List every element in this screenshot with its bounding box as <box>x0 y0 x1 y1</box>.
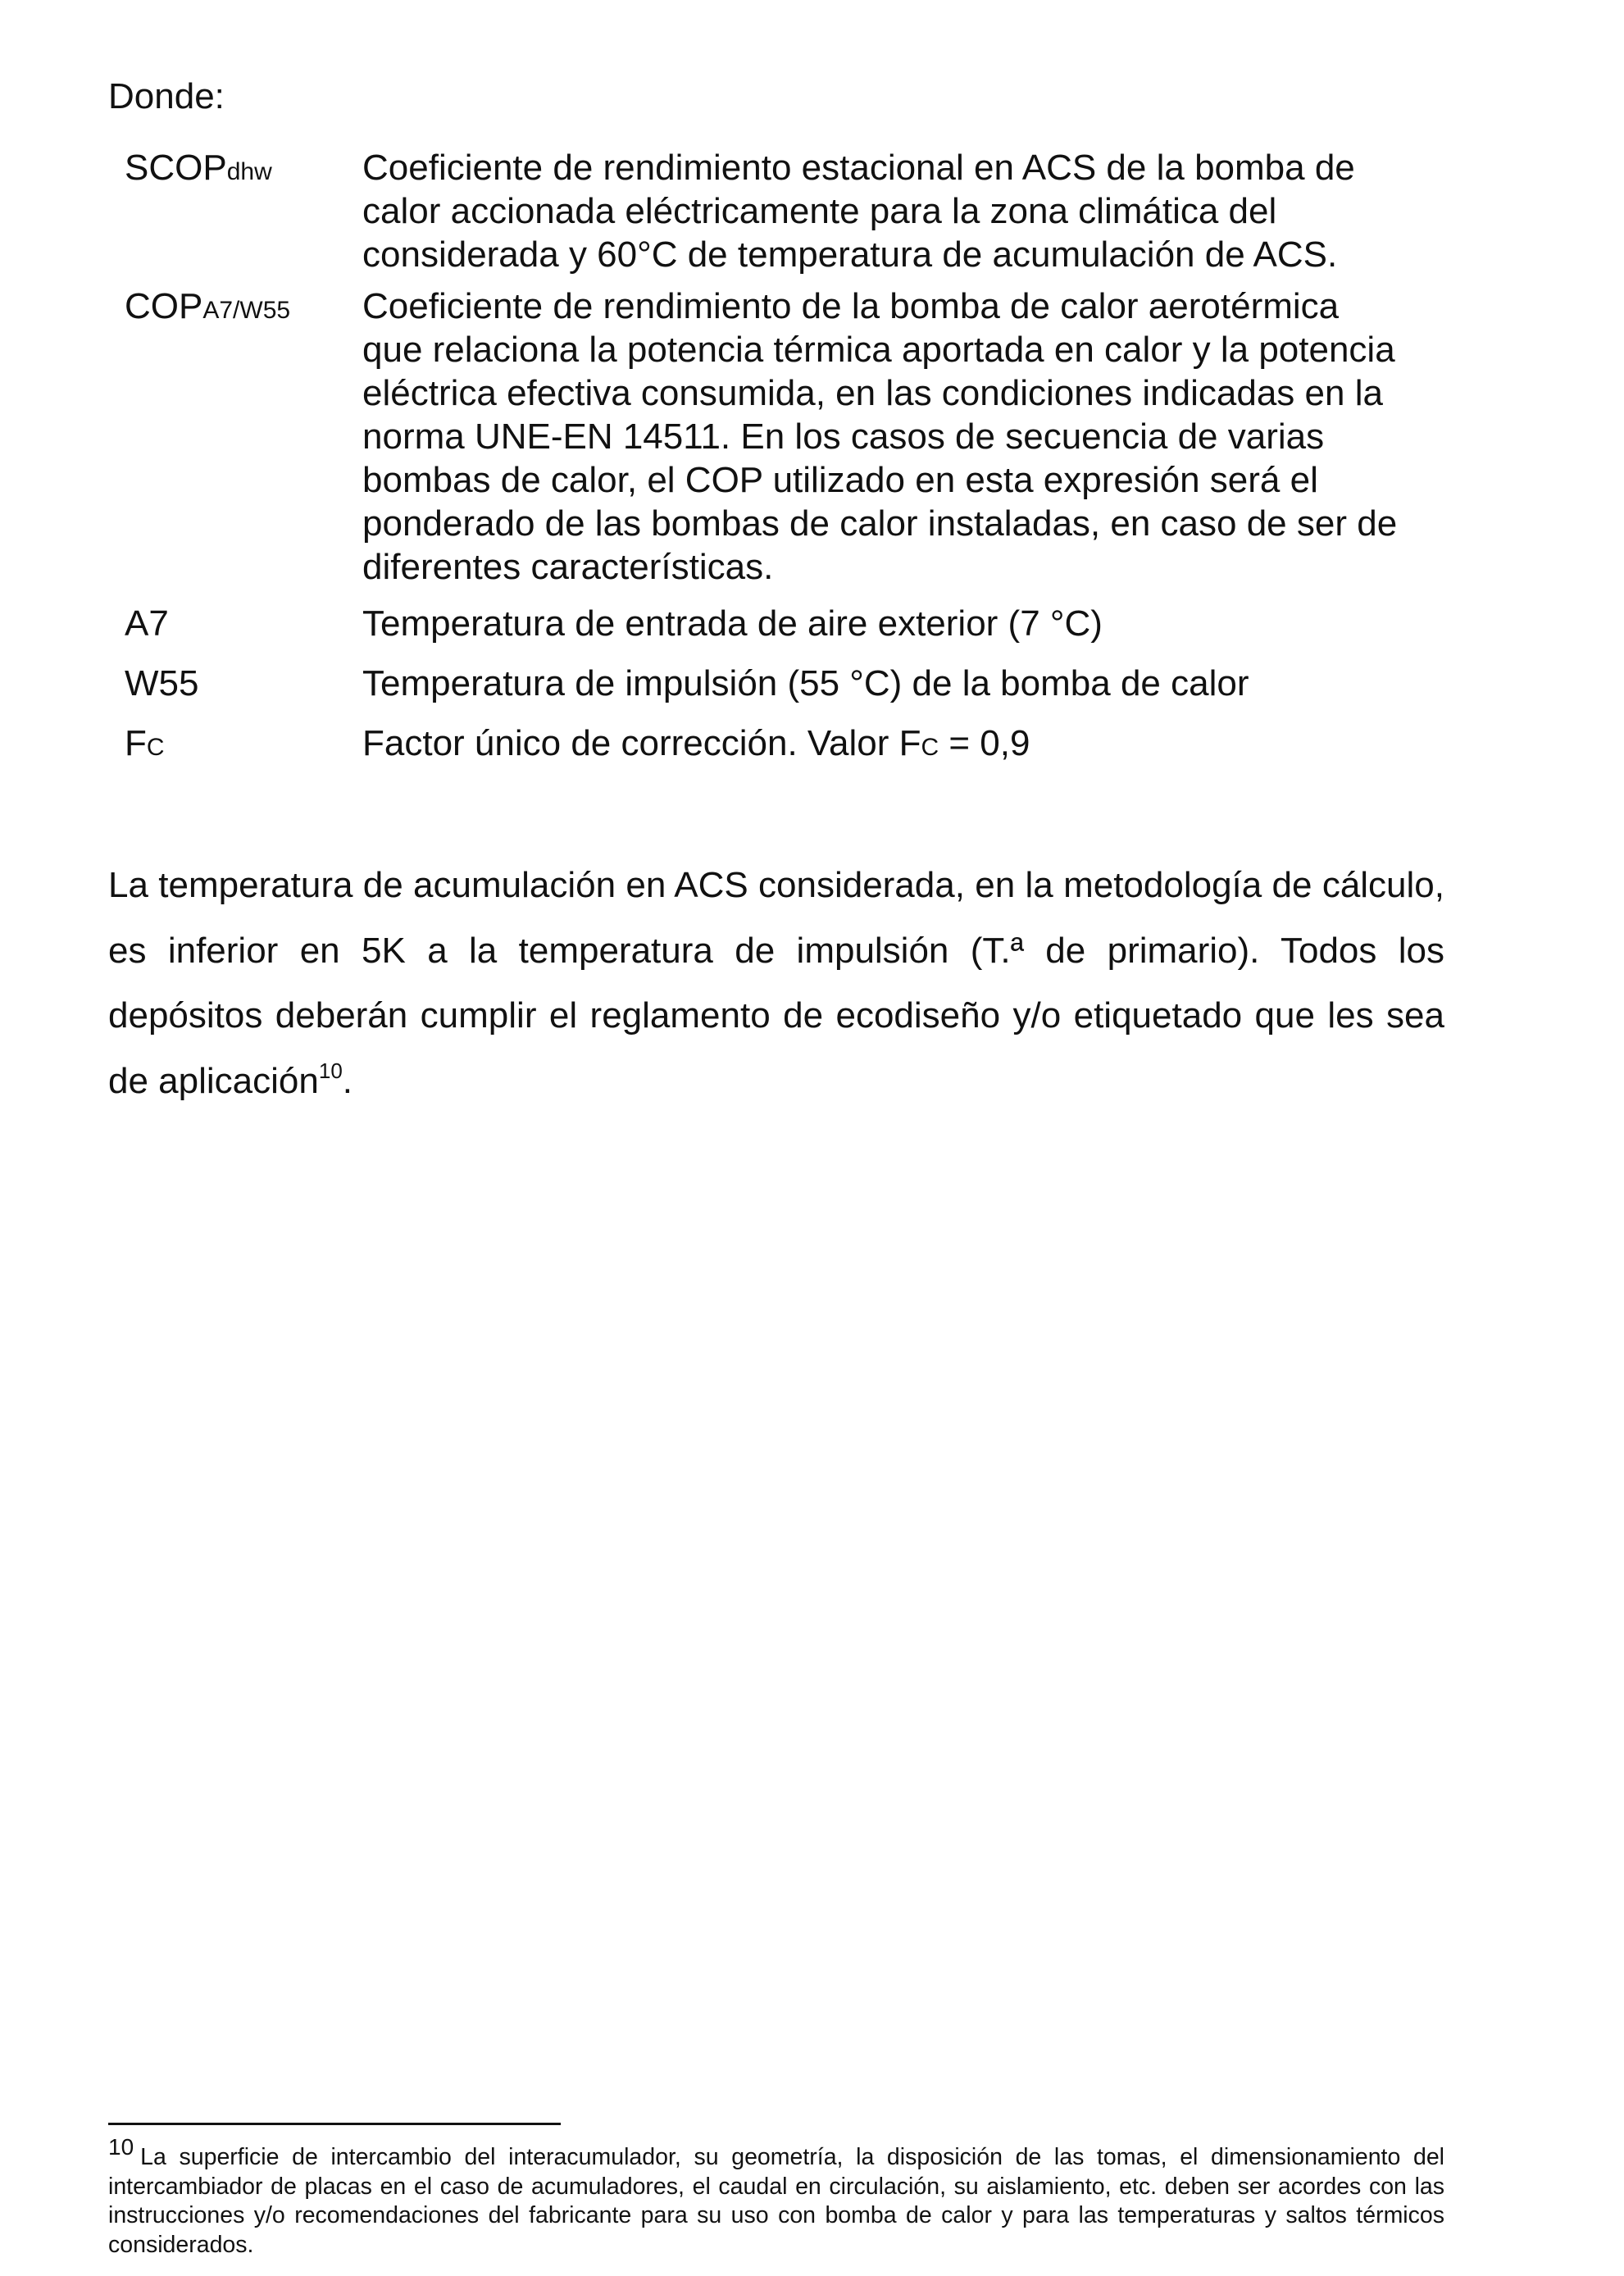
definitions-list <box>125 146 1403 769</box>
footnote-separator <box>108 2123 561 2125</box>
desc-subscript: C <box>921 734 939 761</box>
definition-item <box>125 602 1403 645</box>
definition-item <box>125 662 1403 705</box>
term-main: A7 <box>125 603 169 644</box>
desc-text-end: = 0,9 <box>939 723 1030 763</box>
intro-label: Donde: <box>108 76 225 116</box>
term-subscript: dhw <box>226 158 272 185</box>
term-main: SCOP <box>125 148 227 188</box>
footnote-reference: 10 <box>318 1058 343 1083</box>
term-subscript: A7/W55 <box>202 297 291 324</box>
desc-text: Factor único de corrección. Valor F <box>362 723 921 763</box>
definition-description: Temperatura de entrada de aire exterior (7 °C) <box>362 603 1103 644</box>
definition-item <box>125 146 1403 276</box>
definition-description: Coeficiente de rendimiento estacional en ACS de la bomba de calor accionada eléctricamente para la zona climática del considerada y 60°C de temperatura de acumulación de ACS. <box>362 148 1355 275</box>
definition-term <box>125 284 290 333</box>
footnote-text: La superficie de intercambio del interacumulador, su geometría, la disposición de las tomas, el dimensionamiento del intercambiador de placas en el caso de acumuladores, el caudal en circulación, su aislamiento, etc. deben ser acordes con las instrucciones y/o recomendaciones del fabricante para su uso con bomba de calor y para las temperaturas y saltos térmicos considerados. <box>108 2144 1444 2258</box>
definition-description: Temperatura de impulsión (55 °C) de la bomba de calor <box>362 663 1249 703</box>
footnote <box>108 2134 1444 2260</box>
definition-term <box>125 146 272 194</box>
term-main: W55 <box>125 663 199 703</box>
definition-term <box>125 662 198 706</box>
body-paragraph <box>108 853 1444 1113</box>
definition-item <box>125 721 1403 769</box>
definition-description: Coeficiente de rendimiento de la bomba de calor aerotérmica que relaciona la potencia térmica aportada en calor y la potencia eléctrica efectiva consumida, en las condiciones indicadas en la norma UNE-EN 14511. En los casos de secuencia de varias bombas de calor, el COP utilizado en esta expresión será el ponderado de las bombas de calor instaladas, en caso de ser de diferentes características. <box>362 286 1398 587</box>
footnote-number: 10 <box>108 2134 134 2160</box>
definition-term <box>125 721 165 770</box>
term-subscript: C <box>146 734 165 761</box>
paragraph-end: . <box>342 1060 353 1101</box>
definition-term <box>125 602 169 646</box>
definition-item <box>125 284 1403 589</box>
term-main: COP <box>125 286 203 326</box>
paragraph-text: La temperatura de acumulación en ACS considerada, en la metodología de cálculo, es inferior en 5K a la temperatura de impulsión (T.ª de primario). Todos los depósitos deberán cumplir el reglamento de ecodiseño y/o etiquetado que les sea de aplicación <box>108 865 1444 1101</box>
definition-description <box>362 721 1403 769</box>
term-main: F <box>125 723 147 763</box>
